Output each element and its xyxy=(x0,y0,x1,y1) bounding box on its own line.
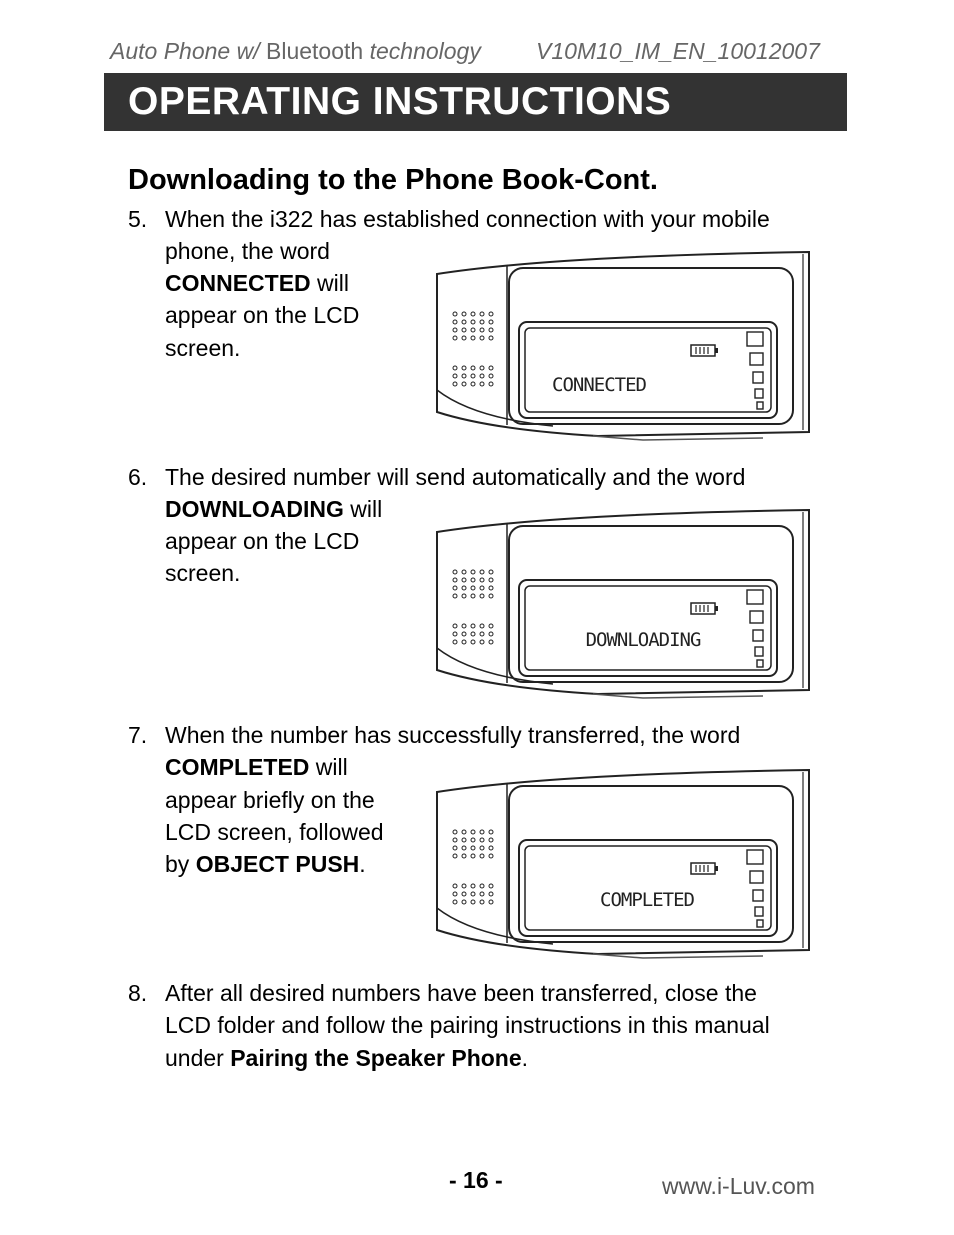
step-text-line: DOWNLOADING will xyxy=(165,496,383,522)
step-text-line: under Pairing the Speaker Phone. xyxy=(165,1045,529,1071)
bold-term: COMPLETED xyxy=(165,754,310,780)
section-banner: OPERATING INSTRUCTIONS xyxy=(104,73,847,131)
step-number: 8. xyxy=(128,980,148,1006)
bold-term: OBJECT PUSH xyxy=(195,851,360,877)
step-number: 7. xyxy=(128,722,148,748)
speaker-phone-illustration xyxy=(433,768,813,960)
step-text-line: When the i322 has established connection with your mobile xyxy=(165,206,770,232)
step-text-line: screen. xyxy=(165,335,241,361)
step-text-line: When the number has successfully transferred, the word xyxy=(165,722,741,748)
step-text-line: CONNECTED will xyxy=(165,270,350,296)
device-drawing xyxy=(433,508,813,700)
section-title: Downloading to the Phone Book-Cont. xyxy=(128,164,658,196)
step-text-line: appear briefly on the xyxy=(165,787,375,813)
device-drawing xyxy=(433,768,813,960)
bold-term: DOWNLOADING xyxy=(165,496,344,522)
header-doc-id: V10M10_IM_EN_10012007 xyxy=(536,38,820,64)
speaker-phone-illustration xyxy=(433,250,813,442)
lcd-display-text: DOWNLOADING xyxy=(585,629,701,651)
step-text-line: LCD screen, followed xyxy=(165,819,384,845)
step-text-line: appear on the LCD xyxy=(165,528,360,554)
header-product-suffix: technology xyxy=(363,38,481,64)
step-text-line: phone, the word xyxy=(165,238,330,264)
speaker-phone-illustration xyxy=(433,508,813,700)
header-product-bluetooth: Bluetooth xyxy=(259,38,364,64)
step-number: 5. xyxy=(128,206,148,232)
step-text-line: by OBJECT PUSH. xyxy=(165,851,366,877)
running-header xyxy=(110,38,840,65)
lcd-display-text: CONNECTED xyxy=(552,374,646,396)
step-text-line: appear on the LCD xyxy=(165,302,360,328)
bold-term: CONNECTED xyxy=(165,270,311,296)
bold-term: Pairing the Speaker Phone xyxy=(230,1045,522,1071)
step-text-line: The desired number will send automatically and the word xyxy=(165,464,746,490)
step-text-line: LCD folder and follow the pairing instructions in this manual xyxy=(165,1012,770,1038)
device-drawing xyxy=(433,250,813,442)
lcd-display-text: COMPLETED xyxy=(600,889,694,911)
step-text-line: screen. xyxy=(165,560,241,586)
footer-website: www.i-Luv.com xyxy=(662,1173,815,1199)
step-number: 6. xyxy=(128,464,148,490)
header-product-prefix: Auto Phone w/ xyxy=(110,38,260,64)
step-text-line: After all desired numbers have been transferred, close the xyxy=(165,980,757,1006)
page-number: - 16 - xyxy=(449,1167,503,1193)
step-text-line: COMPLETED will xyxy=(165,754,348,780)
